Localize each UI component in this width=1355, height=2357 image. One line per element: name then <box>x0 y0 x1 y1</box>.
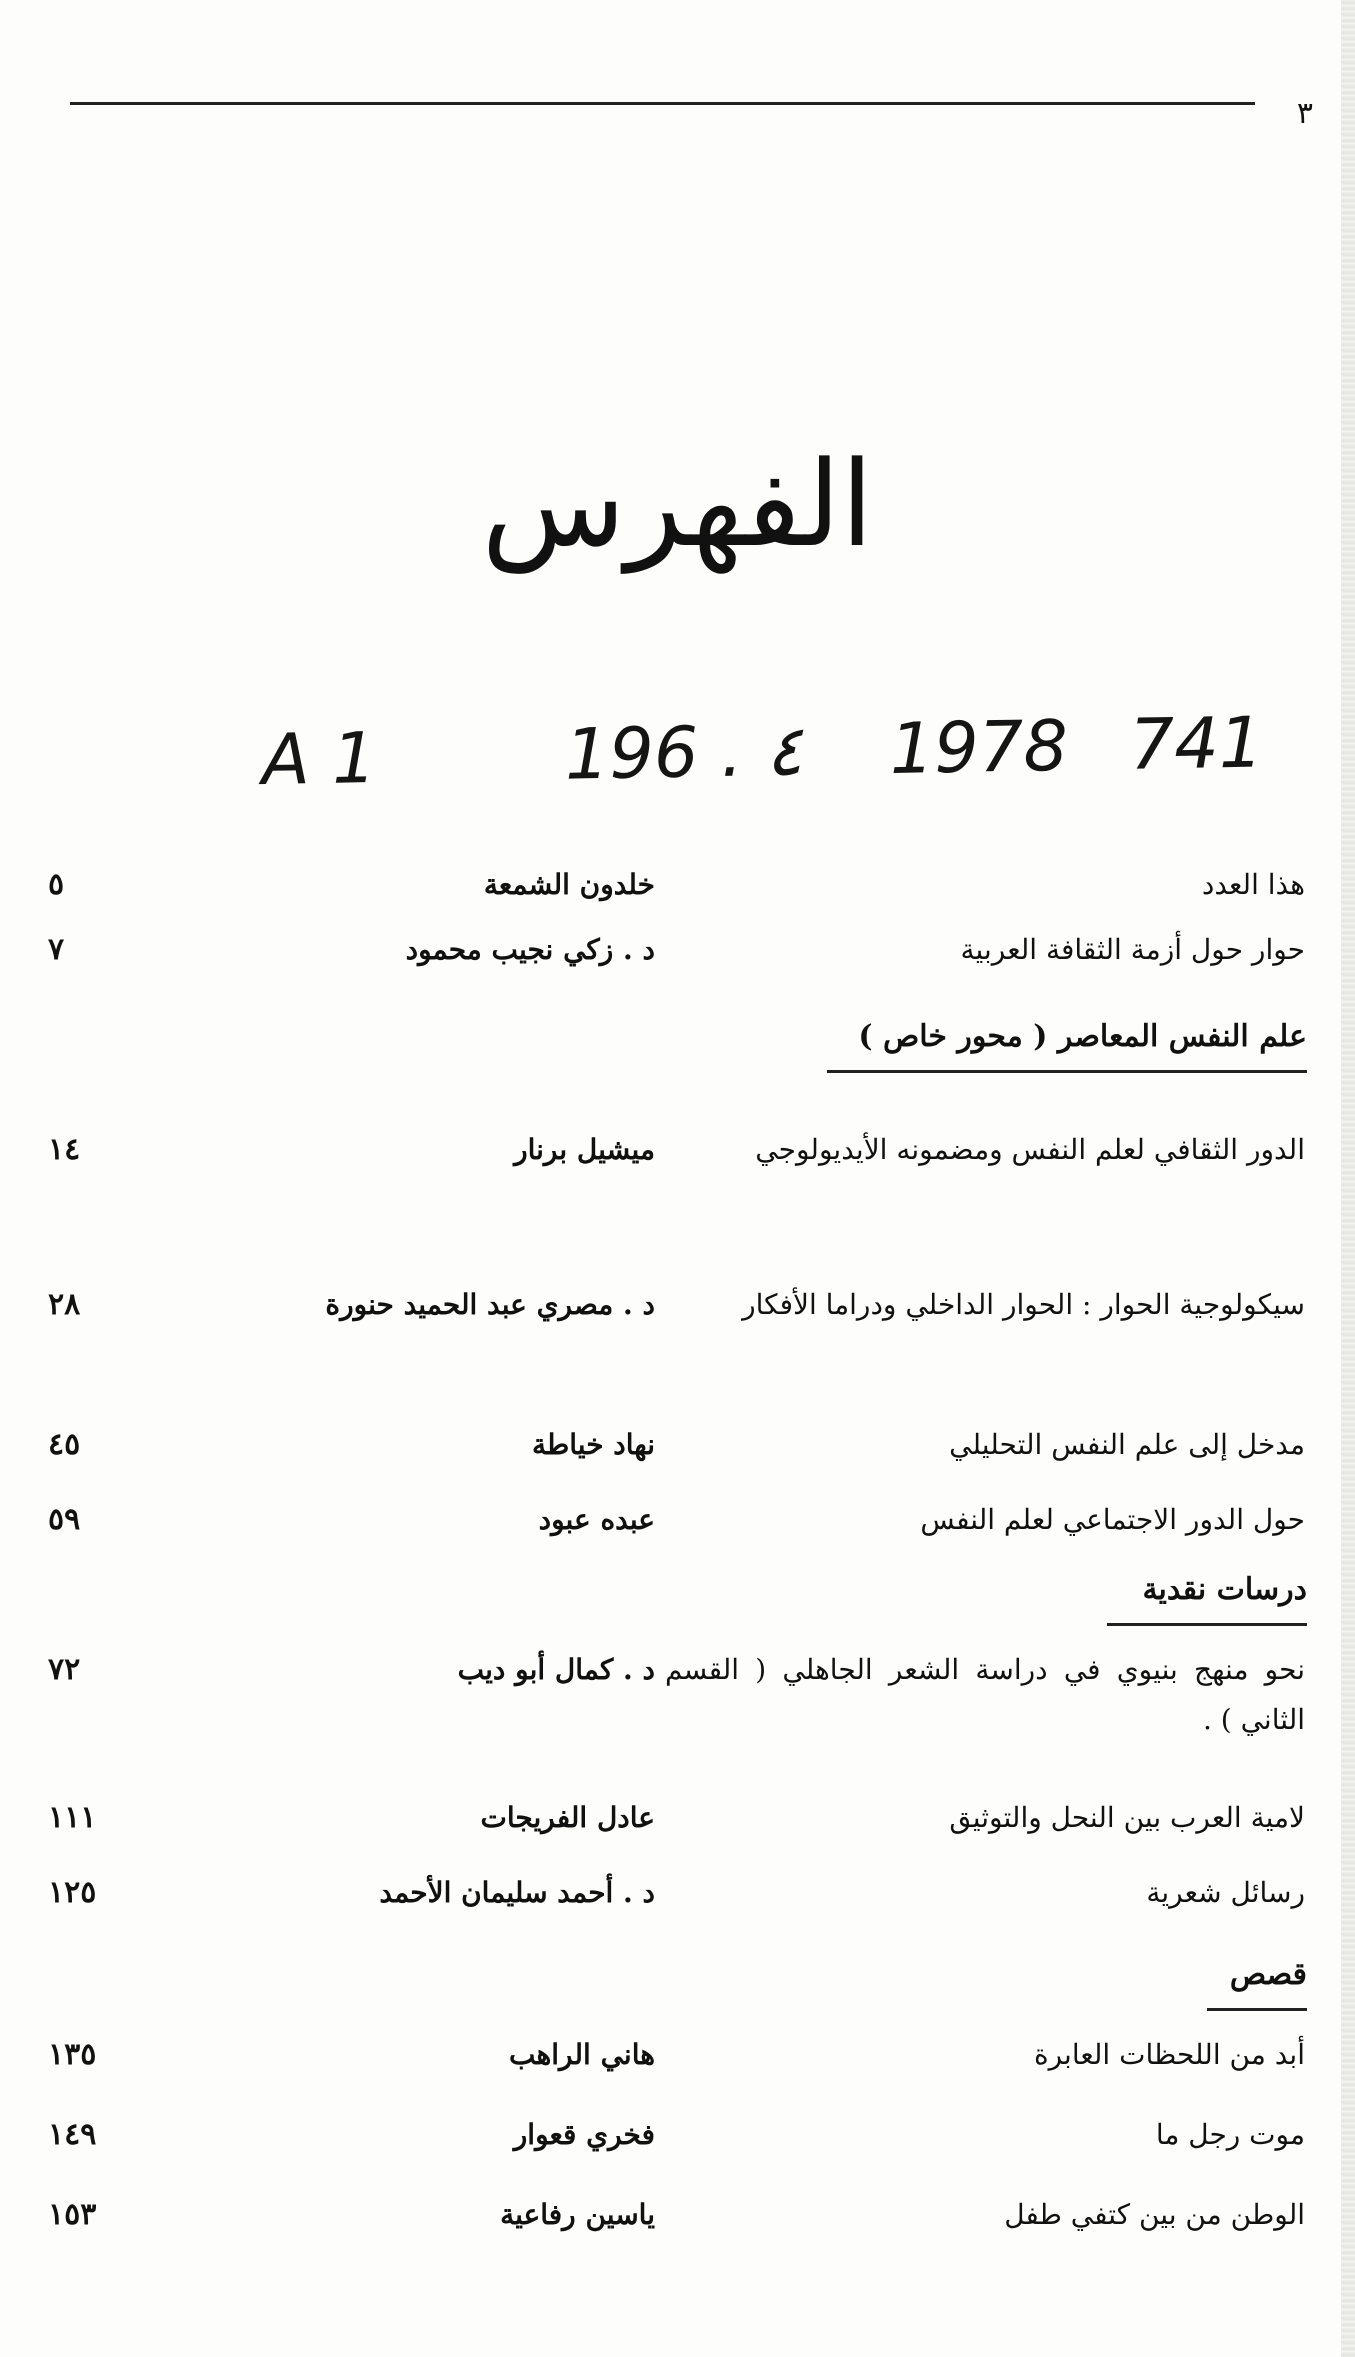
entry-title: نحو منهج بنيوي في دراسة الشعر الجاهلي ( القسم الثاني ) . <box>665 1653 1305 1736</box>
entry-author: فخري قعوار <box>513 2118 655 2151</box>
entry-page: ٥ <box>48 867 65 902</box>
entry-page: ١٤٩ <box>48 2117 97 2152</box>
entry-author: هاني الراهب <box>509 2038 655 2071</box>
entry-page: ٢٨ <box>48 1287 81 1322</box>
handwritten-catalog-note <box>249 701 1301 829</box>
entry-page: ١١١ <box>48 1800 97 1835</box>
handwritten-part: 1978 <box>889 704 1069 790</box>
entry-title: هذا العدد <box>1201 868 1305 901</box>
entry-page: ١٣٥ <box>48 2037 97 2072</box>
entry-page: ١٥٣ <box>48 2197 97 2232</box>
entry-author: ميشيل برنار <box>514 1133 655 1166</box>
entry-title: الوطن من بين كتفي طفل <box>1004 2198 1305 2231</box>
entry-page: ٥٩ <box>48 1502 81 1537</box>
entry-title: سيكولوجية الحوار : الحوار الداخلي ودراما الأفكار <box>742 1288 1305 1321</box>
handwritten-part: A 1 <box>261 716 378 801</box>
entry-author: د . زكي نجيب محمود <box>405 933 655 966</box>
entry-title: لامية العرب بين النحل والتوثيق <box>949 1801 1305 1834</box>
page-number: ٣ <box>1296 96 1313 131</box>
section-heading: علم النفس المعاصر ( محور خاص ) <box>827 1012 1307 1073</box>
entry-page: ٧ <box>48 932 65 967</box>
entry-author: د . مصري عبد الحميد حنورة <box>325 1288 655 1321</box>
entry-page: ٧٢ <box>48 1652 81 1687</box>
entry-page: ١٢٥ <box>48 1875 97 1910</box>
entry-author: د . أحمد سليمان الأحمد <box>379 1876 655 1909</box>
entry-title: حول الدور الاجتماعي لعلم النفس <box>920 1503 1305 1536</box>
entry-title: الدور الثقافي لعلم النفس ومضمونه الأيديولوجي <box>755 1133 1305 1166</box>
entry-author: عبده عبود <box>538 1503 655 1536</box>
section-heading: قصص <box>1207 1950 1307 2011</box>
entry-author: خلدون الشمعة <box>483 868 655 901</box>
entry-title: رسائل شعرية <box>1146 1876 1305 1909</box>
entry-page: ٤٥ <box>48 1427 81 1462</box>
header-rule <box>70 102 1255 105</box>
page-edge <box>1341 0 1355 2357</box>
entry-page: ١٤ <box>48 1132 81 1167</box>
entry-author: د . كمال أبو ديب <box>457 1653 655 1686</box>
entry-title: حوار حول أزمة الثقافة العربية <box>960 933 1305 966</box>
page-title: الفهرس <box>481 435 874 573</box>
entry-author: نهاد خياطة <box>531 1428 655 1461</box>
entry-title: أبد من اللحظات العابرة <box>1033 2038 1305 2071</box>
entry-author: ياسين رفاعية <box>500 2198 655 2231</box>
entry-title: موت رجل ما <box>1155 2118 1305 2151</box>
entry-title: مدخل إلى علم النفس التحليلي <box>949 1428 1305 1461</box>
entry-author: عادل الفريجات <box>480 1801 655 1834</box>
section-heading: درسات نقدية <box>1107 1565 1307 1626</box>
handwritten-part: 741 <box>1128 701 1265 786</box>
handwritten-part: 196 . ٤ <box>564 709 804 796</box>
